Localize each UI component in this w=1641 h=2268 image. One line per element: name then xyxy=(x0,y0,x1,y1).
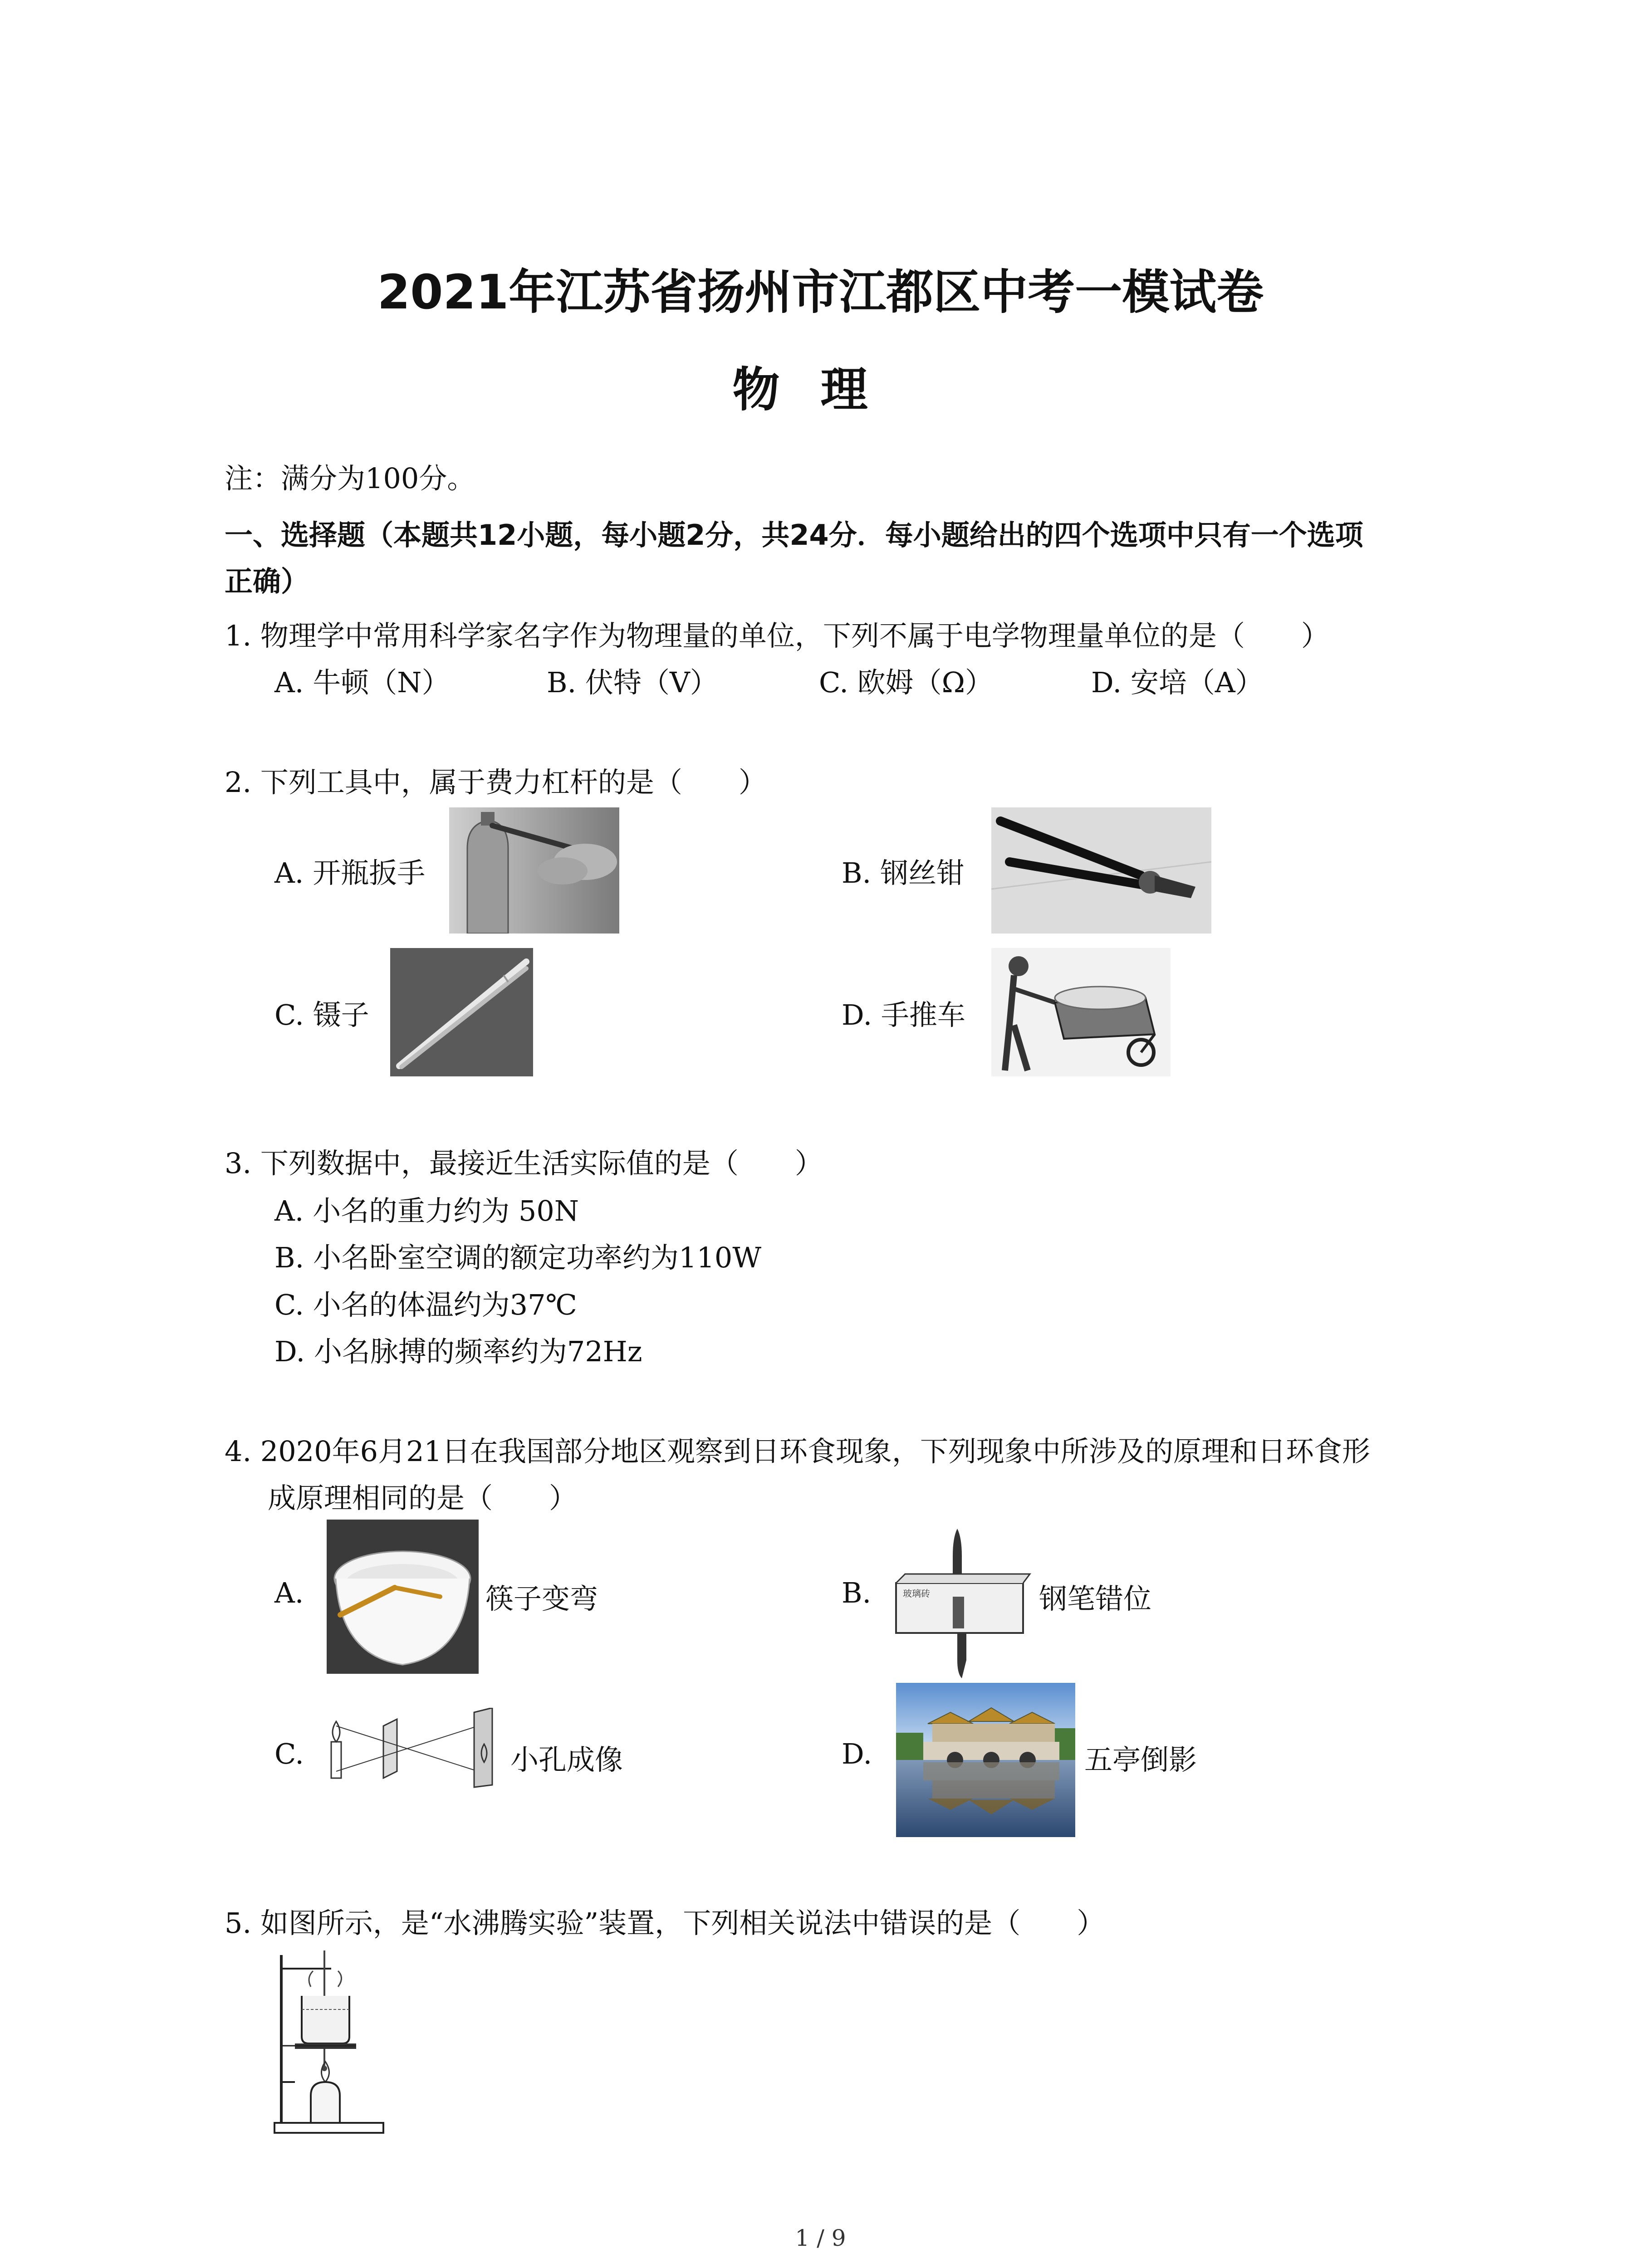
page-number: 1 / 9 xyxy=(795,2225,846,2251)
q2-option-b: B. 钢丝钳 xyxy=(842,856,965,890)
q4-caption-d: 五亭倒影 xyxy=(1084,1743,1197,1776)
score-note: 注：满分为100分。 xyxy=(225,462,475,495)
five-pavilion-image xyxy=(896,1683,1075,1837)
q1-option-a: A. 牛顿（N） xyxy=(274,666,450,699)
q3-option-b: B. 小名卧室空调的额定功率约为110W xyxy=(274,1241,762,1274)
q2-option-c: C. 镊子 xyxy=(274,998,369,1031)
subject-title: 物理 xyxy=(732,362,909,417)
q1-option-d: D. 安培（A） xyxy=(1091,666,1264,699)
section-heading-line1: 一、选择题（本题共12小题，每小题2分，共24分．每小题给出的四个选项中只有一个选项 xyxy=(225,518,1363,552)
q4-stem-line2: 成原理相同的是（ ） xyxy=(268,1481,578,1515)
q4-option-c-letter: C. xyxy=(274,1737,304,1770)
pen-glass-block-image xyxy=(889,1529,1032,1678)
q4-stem-line1: 4. 2020年6月21日在我国部分地区观察到日环食现象，下列现象中所涉及的原理和日环食形 xyxy=(225,1435,1370,1468)
wire-pliers-image xyxy=(991,807,1211,934)
q2-option-a: A. 开瓶扳手 xyxy=(274,856,426,890)
boiling-apparatus-image xyxy=(268,1946,388,2136)
q4-caption-b: 钢笔错位 xyxy=(1039,1582,1152,1615)
q3-option-c: C. 小名的体温约为37℃ xyxy=(274,1288,577,1321)
q3-stem: 3. 下列数据中，最接近生活实际值的是（ ） xyxy=(225,1147,823,1180)
q4-caption-a: 筷子变弯 xyxy=(485,1582,598,1615)
wheelbarrow-image xyxy=(991,948,1171,1076)
q2-stem: 2. 下列工具中，属于费力杠杆的是（ ） xyxy=(225,766,767,799)
q4-option-b-letter: B. xyxy=(842,1576,872,1609)
q1-stem: 1. 物理学中常用科学家名字作为物理量的单位，下列不属于电学物理量单位的是（ ） xyxy=(225,619,1329,652)
pinhole-imaging-image xyxy=(324,1708,515,1789)
q2-option-d: D. 手推车 xyxy=(842,998,965,1031)
q4-option-d-letter: D. xyxy=(842,1737,872,1770)
q1-option-b: B. 伏特（V） xyxy=(547,666,718,699)
glass-block-label: 玻璃砖 xyxy=(903,1588,930,1599)
q1-option-c: C. 欧姆（Ω） xyxy=(819,666,994,699)
bottle-opener-image xyxy=(449,807,619,934)
tweezers-image xyxy=(390,948,533,1076)
q4-option-a-letter: A. xyxy=(274,1576,304,1609)
q3-option-d: D. 小名脉搏的频率约为72Hz xyxy=(274,1335,642,1368)
section-heading-line2: 正确） xyxy=(225,565,309,598)
exam-title: 2021年江苏省扬州市江都区中考一模试卷 xyxy=(377,264,1264,320)
q4-caption-c: 小孔成像 xyxy=(510,1743,623,1776)
chopsticks-bowl-image xyxy=(327,1520,479,1674)
q3-option-a: A. 小名的重力约为 50N xyxy=(274,1194,579,1227)
q5-stem: 5. 如图所示，是“水沸腾实验”装置，下列相关说法中错误的是（ ） xyxy=(225,1906,1105,1940)
